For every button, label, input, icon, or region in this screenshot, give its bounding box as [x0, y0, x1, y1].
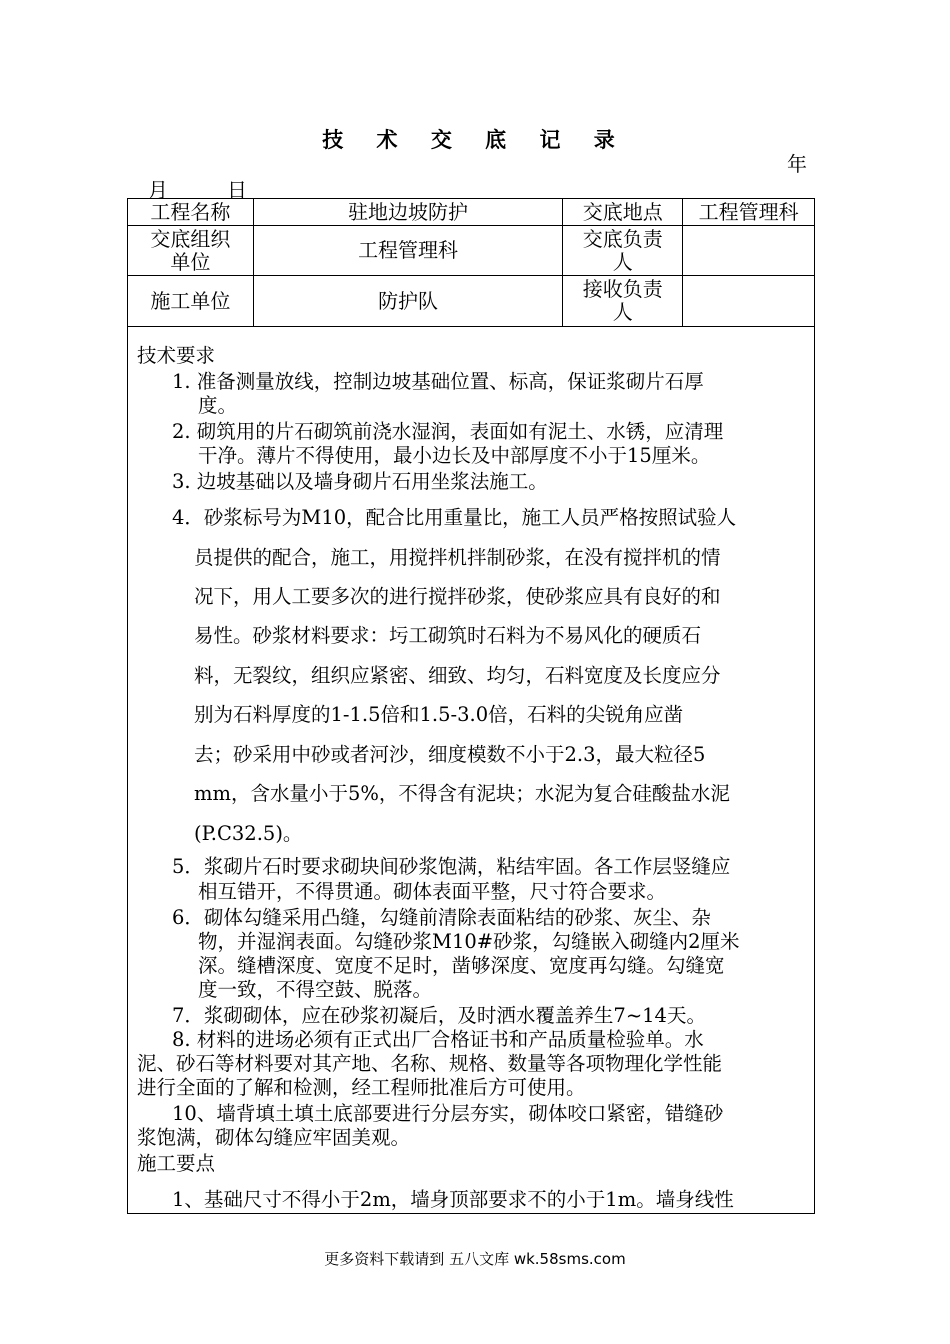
date-month: 月	[148, 178, 168, 202]
footer-text: 更多资料下载请到 五八文库 wk.58sms.com	[324, 1250, 626, 1268]
paragraph-line: 8. 材料的进场必须有正式出厂合格证书和产品质量检验单。水	[172, 1028, 704, 1051]
receiver-value	[683, 276, 815, 327]
paragraph-line: 6．砌体勾缝采用凸缝，勾缝前清除表面粘结的砂浆、灰尘、杂	[172, 906, 711, 929]
document-title: 技 术 交 底 记 录	[322, 127, 628, 152]
paragraph-line: 干净。薄片不得使用，最小边长及中部厚度不小于15厘米。	[198, 444, 711, 467]
paragraph-line: 泥、砂石等材料要对其产地、名称、规格、数量等各项物理化学性能	[137, 1052, 723, 1075]
info-table	[127, 198, 815, 327]
location-value: 工程管理科	[683, 199, 815, 226]
paragraph-line: 别为石料厚度的1-1.5倍和1.5-3.0倍，石料的尖锐角应凿	[194, 703, 684, 726]
paragraph-line: 度。	[198, 394, 238, 417]
constructor-value: 防护队	[253, 276, 563, 327]
paragraph-line: 浆饱满，砌体勾缝应牢固美观。	[137, 1126, 411, 1149]
paragraph-line: 况下，用人工要多次的进行搅拌砂浆，使砂浆应具有良好的和	[194, 585, 721, 608]
paragraph-line: 5．浆砌片石时要求砌块间砂浆饱满，粘结牢固。各工作层竖缝应	[172, 855, 731, 878]
paragraph-line: 去；砂采用中砂或者河沙，细度模数不小于2.3，最大粒径5	[194, 743, 706, 766]
paragraph-line: 深。缝槽深度、宽度不足时，凿够深度、宽度再勾缝。勾缝宽	[198, 954, 725, 977]
date-day: 日	[227, 178, 247, 202]
project-name-value: 驻地边坡防护	[253, 199, 563, 226]
paragraph-line: (P.C32.5)。	[194, 822, 303, 845]
lead-label: 交底负责 人	[563, 226, 683, 276]
table-row	[128, 226, 815, 276]
paragraph-line: 4．砂浆标号为M10，配合比用重量比，施工人员严格按照试验人	[172, 506, 737, 529]
paragraph-line: 料，无裂纹，组织应紧密、细致、均匀，石料宽度及长度应分	[194, 664, 721, 687]
paragraph-line: 1、基础尺寸不得小于2m，墙身顶部要求不的小于1m。墙身线性	[172, 1188, 734, 1211]
content-box	[127, 326, 815, 1214]
paragraph-line: 1. 准备测量放线，控制边坡基础位置、标高，保证浆砌片石厚	[172, 370, 704, 393]
paragraph-line: 进行全面的了解和检测，经工程师批准后方可使用。	[137, 1076, 586, 1099]
table-row	[128, 276, 815, 327]
lead-value	[683, 226, 815, 276]
paragraph-line: 易性。砂浆材料要求：圬工砌筑时石料为不易风化的硬质石	[194, 624, 702, 647]
table-row	[128, 199, 815, 226]
section-heading-construction: 施工要点	[137, 1152, 216, 1175]
paragraph-line: 10、墙背填土填土底部要进行分层夯实，砌体咬口紧密，错缝砂	[172, 1102, 724, 1125]
location-label: 交底地点	[563, 199, 683, 226]
date-year: 年	[787, 152, 807, 176]
paragraph-line: 3. 边坡基础以及墙身砌片石用坐浆法施工。	[172, 470, 548, 493]
org-label: 交底组织 单位	[128, 226, 254, 276]
project-name-label: 工程名称	[128, 199, 254, 226]
receiver-label: 接收负责 人	[563, 276, 683, 327]
paragraph-line: 员提供的配合，施工，用搅拌机拌制砂浆，在没有搅拌机的情	[194, 546, 721, 569]
paragraph-line: mm，含水量小于5%，不得含有泥块；水泥为复合硅酸盐水泥	[194, 782, 730, 805]
paragraph-line: 物，并湿润表面。勾缝砂浆M10#砂浆，勾缝嵌入砌缝内2厘米	[198, 930, 740, 953]
paragraph-line: 2. 砌筑用的片石砌筑前浇水湿润，表面如有泥土、水锈，应清理	[172, 420, 724, 443]
constructor-label: 施工单位	[128, 276, 254, 327]
org-value: 工程管理科	[253, 226, 563, 276]
section-heading-tech: 技术要求	[137, 344, 216, 367]
paragraph-line: 度一致，不得空鼓、脱落。	[198, 978, 433, 1001]
paragraph-line: 相互错开，不得贯通。砌体表面平整，尺寸符合要求。	[198, 880, 667, 903]
paragraph-line: 7．浆砌砌体，应在砂浆初凝后，及时洒水覆盖养生7~14天。	[172, 1004, 706, 1027]
